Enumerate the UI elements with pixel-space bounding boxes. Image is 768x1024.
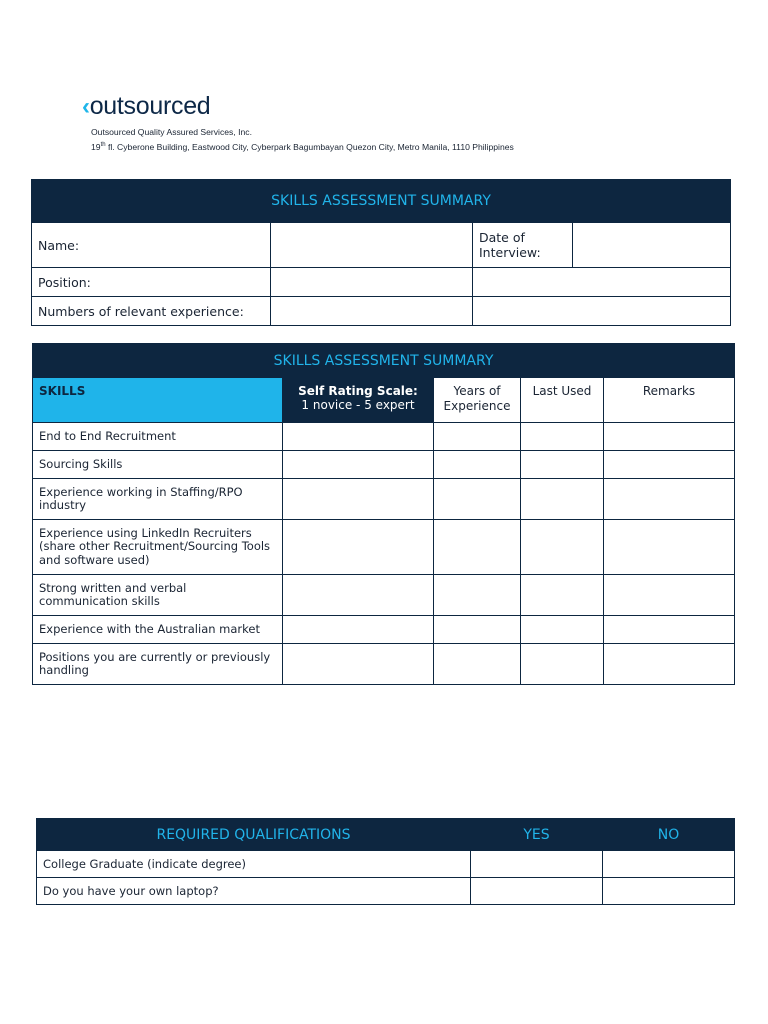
years-cell[interactable] — [434, 520, 521, 575]
years-cell[interactable] — [434, 451, 521, 479]
rating-cell[interactable] — [283, 616, 434, 644]
last-used-cell[interactable] — [521, 423, 604, 451]
no-cell[interactable] — [603, 851, 735, 878]
remarks-cell[interactable] — [604, 423, 735, 451]
rating-cell[interactable] — [283, 451, 434, 479]
table-row — [33, 520, 735, 575]
rating-cell[interactable] — [283, 520, 434, 575]
table-row — [37, 851, 735, 878]
table-row — [33, 479, 735, 520]
skill-label: Experience working in Staffing/RPO industry — [33, 479, 283, 520]
remarks-cell[interactable] — [604, 479, 735, 520]
remarks-cell[interactable] — [604, 575, 735, 616]
skills-column-header: SKILLS — [33, 378, 283, 423]
table2-title: SKILLS ASSESSMENT SUMMARY — [33, 344, 735, 378]
rating-cell[interactable] — [283, 644, 434, 685]
last-used-cell[interactable] — [521, 451, 604, 479]
table-row — [33, 616, 735, 644]
position-field[interactable] — [271, 268, 473, 297]
experience-extra-field[interactable] — [473, 297, 731, 326]
logo-wordmark: outsourced — [89, 92, 211, 120]
table-row — [33, 423, 735, 451]
company-info — [91, 126, 514, 154]
remarks-cell[interactable] — [604, 451, 735, 479]
qualifications-table — [36, 818, 735, 905]
last-used-cell[interactable] — [521, 575, 604, 616]
rating-cell[interactable] — [283, 423, 434, 451]
skill-label: Sourcing Skills — [33, 451, 283, 479]
skills-table — [32, 343, 735, 685]
company-name: Outsourced Quality Assured Services, Inc. — [91, 127, 252, 137]
table-row — [33, 451, 735, 479]
candidate-info-table — [31, 179, 731, 326]
skill-label: Experience using LinkedIn Recruiters (share other Recruitment/Sourcing Tools and software used) — [33, 520, 283, 575]
table-row — [37, 878, 735, 905]
yes-column-header: YES — [471, 819, 603, 851]
position-extra-field[interactable] — [473, 268, 731, 297]
position-label: Position: — [32, 268, 271, 297]
no-cell[interactable] — [603, 878, 735, 905]
years-column-header: Years of Experience — [434, 378, 521, 423]
skill-label: Positions you are currently or previously handling — [33, 644, 283, 685]
years-cell[interactable] — [434, 644, 521, 685]
years-cell[interactable] — [434, 479, 521, 520]
rating-cell[interactable] — [283, 575, 434, 616]
experience-field[interactable] — [271, 297, 473, 326]
self-rating-column-header: Self Rating Scale: 1 novice - 5 expert — [283, 378, 434, 423]
remarks-cell[interactable] — [604, 616, 735, 644]
remarks-cell[interactable] — [604, 520, 735, 575]
last-used-cell[interactable] — [521, 520, 604, 575]
remarks-column-header: Remarks — [604, 378, 735, 423]
rating-cell[interactable] — [283, 479, 434, 520]
years-cell[interactable] — [434, 575, 521, 616]
table-row — [33, 575, 735, 616]
skill-label: Strong written and verbal communication skills — [33, 575, 283, 616]
qualification-label: College Graduate (indicate degree) — [37, 851, 471, 878]
yes-cell[interactable] — [471, 851, 603, 878]
last-used-cell[interactable] — [521, 616, 604, 644]
last-used-cell[interactable] — [521, 479, 604, 520]
date-of-interview-field[interactable] — [573, 223, 731, 268]
company-logo — [82, 92, 210, 121]
company-address: 19th fl. Cyberone Building, Eastwood City, Cyberpark Bagumbayan Quezon City, Metro Manila, 1110 Philippines — [91, 141, 514, 152]
skill-label: End to End Recruitment — [33, 423, 283, 451]
name-field[interactable] — [271, 223, 473, 268]
qualification-label: Do you have your own laptop? — [37, 878, 471, 905]
years-cell[interactable] — [434, 423, 521, 451]
yes-cell[interactable] — [471, 878, 603, 905]
remarks-cell[interactable] — [604, 644, 735, 685]
table-row — [33, 644, 735, 685]
last-used-cell[interactable] — [521, 644, 604, 685]
no-column-header: NO — [603, 819, 735, 851]
name-label: Name: — [32, 223, 271, 268]
date-of-interview-label: Date of Interview: — [473, 223, 573, 268]
table1-title: SKILLS ASSESSMENT SUMMARY — [32, 180, 731, 223]
logo-chevron-icon: ‹ — [82, 92, 90, 120]
skill-label: Experience with the Australian market — [33, 616, 283, 644]
table3-title: REQUIRED QUALIFICATIONS — [37, 819, 471, 851]
years-cell[interactable] — [434, 616, 521, 644]
experience-label: Numbers of relevant experience: — [32, 297, 271, 326]
last-used-column-header: Last Used — [521, 378, 604, 423]
